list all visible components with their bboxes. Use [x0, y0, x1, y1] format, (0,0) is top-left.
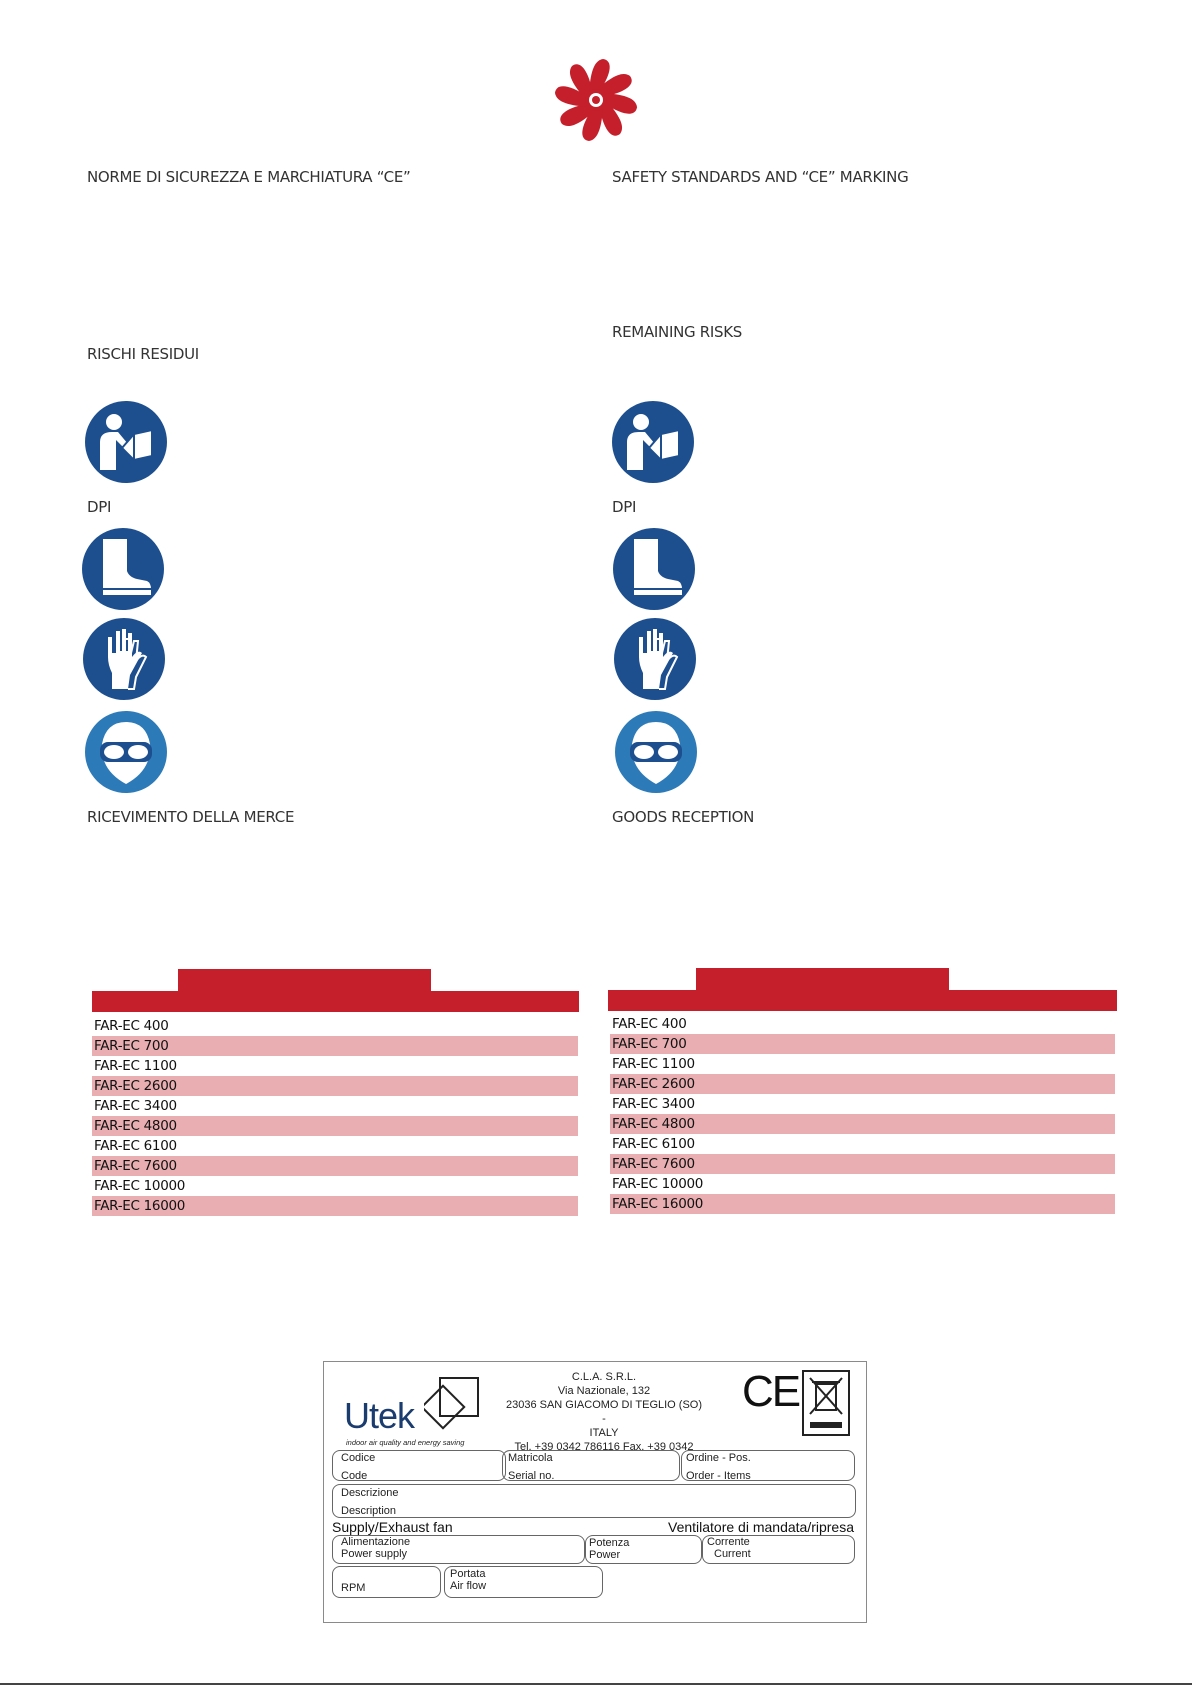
table-row: FAR-EC 6100: [612, 1136, 695, 1152]
portata-label: Portata: [450, 1568, 486, 1580]
table-row: FAR-EC 1100: [612, 1056, 695, 1072]
table-row: FAR-EC 10000: [612, 1176, 704, 1192]
power-supply-label: Power supply: [341, 1548, 408, 1560]
table-header-tab: [178, 969, 431, 991]
power-label: Power: [589, 1549, 621, 1561]
descrizione-label: Descrizione: [341, 1487, 399, 1499]
table-row: FAR-EC 3400: [94, 1098, 177, 1114]
left-title: NORME DI SICUREZZA E MARCHIATURA “CE”: [87, 168, 411, 186]
table-row: FAR-EC 4800: [610, 1114, 1115, 1134]
air-flow-label: Air flow: [450, 1580, 487, 1592]
order-label: Order - Items: [686, 1470, 751, 1482]
table-row: FAR-EC 2600: [92, 1076, 578, 1096]
description-label: Description: [341, 1505, 397, 1517]
corrente-label: Corrente: [707, 1536, 750, 1548]
safety-gloves-icon: [82, 617, 166, 701]
ce-mark: CE: [742, 1367, 800, 1416]
right-risks-heading: REMAINING RISKS: [612, 323, 743, 341]
table-row: FAR-EC 16000: [92, 1196, 578, 1216]
table-row: FAR-EC 2600: [610, 1074, 1115, 1094]
table-row: FAR-EC 1100: [94, 1058, 177, 1074]
read-manual-icon: [84, 400, 168, 484]
utek-logo-icon: [424, 1376, 482, 1434]
description-field: [332, 1484, 856, 1518]
table-row: FAR-EC 10000: [94, 1178, 186, 1194]
table-row: FAR-EC 16000: [610, 1194, 1115, 1214]
safety-gloves-icon: [613, 617, 697, 701]
weee-bin-icon: [802, 1370, 850, 1436]
table-row: FAR-EC 700: [610, 1034, 1115, 1054]
potenza-label: Potenza: [589, 1537, 630, 1549]
company-country: ITALY: [589, 1427, 619, 1439]
table-header-bar: [92, 991, 579, 1012]
table-header-tab: [696, 968, 949, 990]
left-dpi-heading: DPI: [87, 498, 112, 516]
table-row: FAR-EC 7600: [92, 1156, 578, 1176]
serial-label: Serial no.: [508, 1470, 555, 1482]
table-row: FAR-EC 4800: [92, 1116, 578, 1136]
safety-boots-icon: [612, 527, 696, 611]
safety-boots-icon: [81, 527, 165, 611]
left-reception-heading: RICEVIMENTO DELLA MERCE: [87, 808, 295, 826]
read-manual-icon: [611, 400, 695, 484]
table-row: FAR-EC 7600: [610, 1154, 1115, 1174]
company-phone: Tel. +39 0342 786116 Fax. +39 0342: [514, 1441, 694, 1453]
supply-exhaust-en: Supply/Exhaust fan: [332, 1519, 453, 1535]
company-address: [504, 1370, 704, 1454]
alimentazione-label: Alimentazione: [341, 1536, 411, 1548]
table-row: FAR-EC 3400: [612, 1096, 695, 1112]
table-row: FAR-EC 700: [92, 1036, 578, 1056]
right-dpi-heading: DPI: [612, 498, 637, 516]
supply-exhaust-it: Ventilatore di mandata/ripresa: [668, 1519, 854, 1535]
company-street: Via Nazionale, 132: [557, 1385, 651, 1397]
left-risks-heading: RISCHI RESIDUI: [87, 345, 199, 363]
product-label-plate: [323, 1361, 867, 1623]
company-name: C.L.A. S.R.L.: [571, 1371, 637, 1383]
table-header-bar: [608, 990, 1117, 1011]
right-title: SAFETY STANDARDS AND “CE” MARKING: [612, 168, 909, 186]
rpm-label: RPM: [341, 1582, 366, 1594]
company-city: 23036 SAN GIACOMO DI TEGLIO (SO) -: [505, 1399, 703, 1425]
utek-brand: Utek: [344, 1395, 415, 1436]
matricola-label: Matricola: [508, 1452, 553, 1464]
fan-logo-icon: [552, 56, 640, 144]
table-row: FAR-EC 400: [94, 1018, 169, 1034]
current-label: Current: [714, 1548, 751, 1560]
safety-goggles-icon: [614, 710, 698, 794]
code-label: Code: [341, 1470, 368, 1482]
safety-goggles-icon: [84, 710, 168, 794]
utek-tagline: indoor air quality and energy saving: [346, 1438, 465, 1447]
right-reception-heading: GOODS RECEPTION: [612, 808, 755, 826]
table-row: FAR-EC 400: [612, 1016, 687, 1032]
codice-label: Codice: [341, 1452, 376, 1464]
table-row: FAR-EC 6100: [94, 1138, 177, 1154]
ordine-label: Ordine - Pos.: [686, 1452, 751, 1464]
